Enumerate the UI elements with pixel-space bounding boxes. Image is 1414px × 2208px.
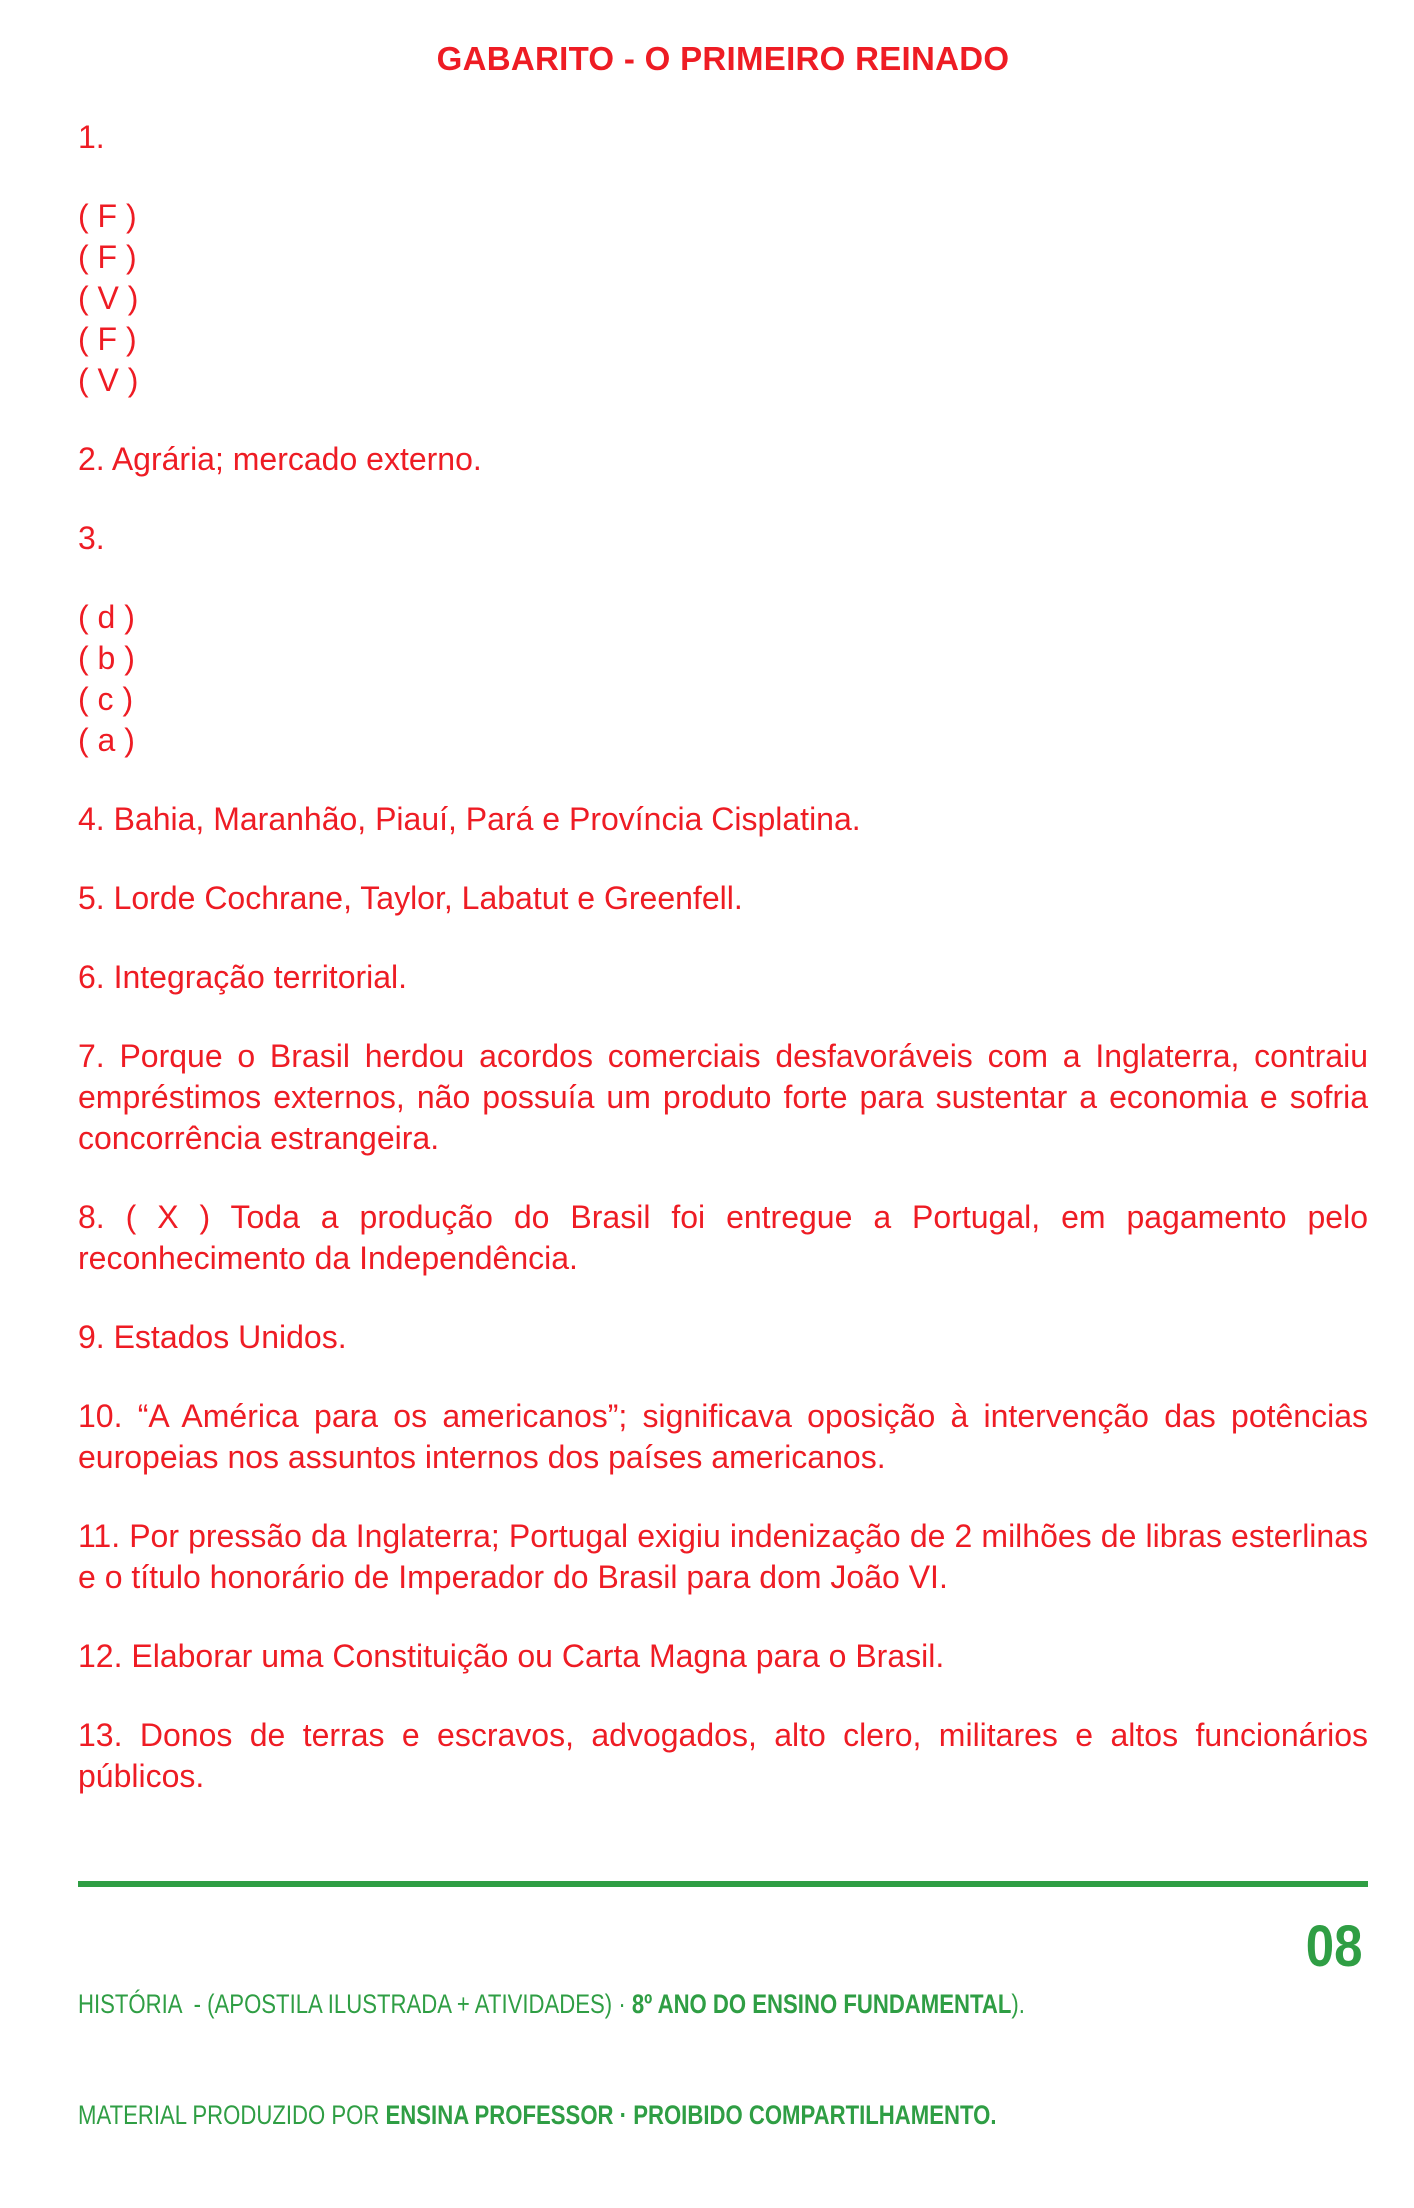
footer-line-2 — [78, 2097, 1226, 2134]
answer-10 — [78, 1396, 1368, 1478]
page-number: 08 — [1306, 1914, 1363, 1979]
answer-1-item-4: ( V ) — [78, 362, 139, 398]
answer-3-letter-list — [78, 597, 1368, 761]
answer-1-item-3: ( F ) — [78, 321, 137, 357]
answer-9 — [78, 1317, 1368, 1358]
answer-11-text: 11. Por pressão da Inglaterra; Portugal exigiu indenização de 2 milhões de libras esterlinas e o título honorário de Imperador do Brasil para dom João VI. — [78, 1518, 1368, 1595]
answer-7-text: 7. Porque o Brasil herdou acordos comerciais desfavoráveis com a Inglaterra, contraiu empréstimos externos, não possuía um produto forte para sustentar a economia e sofria concorrência estrangeira. — [78, 1038, 1368, 1156]
answer-3-item-0: ( d ) — [78, 599, 135, 635]
answer-1-item-1: ( F ) — [78, 239, 137, 275]
answer-1-label-block — [78, 117, 1368, 158]
answer-3-label-block — [78, 518, 1368, 559]
answer-1-item-2: ( V ) — [78, 280, 139, 316]
page-title: GABARITO - O PRIMEIRO REINADO — [436, 40, 1010, 77]
answer-9-text: 9. Estados Unidos. — [78, 1319, 347, 1355]
answer-6 — [78, 957, 1368, 998]
footer-grade-label: 8º ANO DO ENSINO FUNDAMENTAL — [631, 1989, 1012, 2019]
answer-12 — [78, 1636, 1368, 1677]
footer — [78, 1912, 1226, 2208]
answer-3-item-1: ( b ) — [78, 640, 135, 676]
footer-line-1 — [78, 1986, 1226, 2023]
answer-5-text: 5. Lorde Cochrane, Taylor, Labatut e Greenfell. — [78, 880, 743, 916]
answer-3-item-3: ( a ) — [78, 722, 135, 758]
answer-10-text: 10. “A América para os americanos”; significava oposição à intervenção das potências europeias nos assuntos internos dos países americanos. — [78, 1398, 1368, 1475]
answer-12-text: 12. Elaborar uma Constituição ou Carta Magna para o Brasil. — [78, 1638, 945, 1674]
answer-4 — [78, 799, 1368, 840]
answer-1-label: 1. — [78, 119, 105, 155]
answer-key-content — [78, 38, 1368, 1835]
footer-line-1-tail: ). — [1011, 1989, 1025, 2019]
answer-8 — [78, 1197, 1368, 1279]
footer-divider-rule — [78, 1881, 1368, 1887]
footer-produced-by-label: MATERIAL PRODUZIDO POR — [78, 2100, 386, 2130]
answer-7 — [78, 1036, 1368, 1159]
answer-8-text: 8. ( X ) Toda a produção do Brasil foi entregue a Portugal, em pagamento pelo reconhecimento da Independência. — [78, 1199, 1368, 1276]
answer-1-vf-list — [78, 196, 1368, 401]
answer-13-text: 13. Donos de terras e escravos, advogados, alto clero, militares e altos funcionários públicos. — [78, 1717, 1368, 1794]
footer-course-label: HISTÓRIA - (APOSTILA ILUSTRADA + ATIVIDADES) — [78, 1989, 613, 2019]
answer-3-item-2: ( c ) — [78, 681, 134, 717]
answer-6-text: 6. Integração territorial. — [78, 959, 408, 995]
answer-11 — [78, 1516, 1368, 1598]
answer-2-text: 2. Agrária; mercado externo. — [78, 441, 482, 477]
footer-separator-dot: · — [612, 1989, 632, 2019]
answer-4-text: 4. Bahia, Maranhão, Piauí, Pará e Província Cisplatina. — [78, 801, 861, 837]
answer-1-item-0: ( F ) — [78, 198, 137, 234]
footer-brand-label: ENSINA PROFESSOR · PROIBIDO COMPARTILHAMENTO. — [385, 2100, 997, 2130]
answer-2 — [78, 439, 1368, 480]
answer-13 — [78, 1715, 1368, 1797]
answer-3-label: 3. — [78, 520, 105, 556]
answer-5 — [78, 878, 1368, 919]
